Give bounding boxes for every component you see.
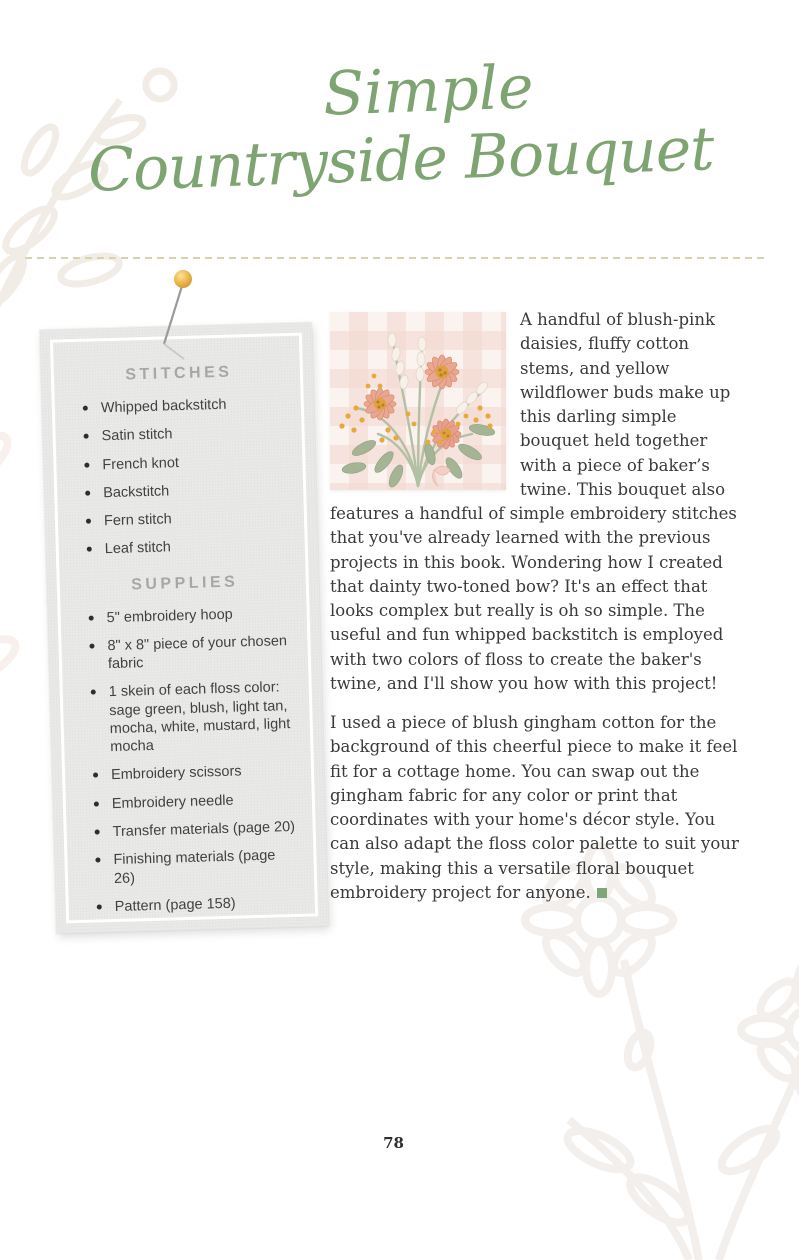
supply-list-item: Embroidery scissors [85,761,295,785]
stitches-heading: STITCHES [125,363,233,384]
stitches-list [75,394,289,559]
supply-list-item: 5" embroidery hoop [80,604,290,628]
stitch-list-item: Whipped backstitch [75,394,285,418]
stitch-list-item: Backstitch [77,479,287,503]
article-body [330,308,744,905]
stitch-list-item: Fern stitch [78,507,288,531]
dashed-divider [25,257,767,259]
materials-card-frame [50,333,318,924]
supply-list-item: 1 skein of each floss color: sage green, blush, light tan, mocha, white, mustard, light mocha [83,678,295,757]
chapter-title [0,48,799,204]
article-paragraph-2: I used a piece of blush gingham cotton for the background of this cheerful piece to make it feel fit for a cottage home. You can swap out the gingham fabric for any color or print that coordinates with your home's décor style. You can also adapt the floss color palette to suit your style, making this a versatile floral bouquet embroidery project for anyone. [330,713,739,902]
page-number: 78 [383,1134,404,1152]
stitch-list-item: Leaf stitch [79,535,289,559]
stitch-list-item: Satin stitch [75,422,285,446]
chapter-title-line1: Simple [321,52,535,130]
supplies-list [80,604,299,917]
sewing-pin-icon [140,262,220,372]
supply-list-item: Finishing materials (page 26) [87,846,298,888]
supply-list-item: Transfer materials (page 20) [86,818,296,842]
supply-list-item: Embroidery needle [86,790,296,814]
stitch-list-item: French knot [76,451,286,475]
supply-list-item: 8" x 8" piece of your chosen fabric [81,632,292,674]
chapter-title-line2: Countryside Bouquet [86,114,715,206]
embroidered-bouquet-photo [330,312,506,490]
supply-list-item: Pattern (page 158) [89,893,299,917]
materials-card [40,322,329,933]
end-of-article-square-icon [597,888,607,898]
article-paragraph-1: A handful of blush-pink daisies, fluffy cotton stems, and yellow wildflower buds make up this darling simple bouquet held together with a piece of baker’s twine. This bouquet also features a handful of simple embroidery stitches that you've already learned with the previous projects in this book. Wondering how I created that dainty two-toned bow? It's an effect that looks complex but really is oh so simple. The useful and fun whipped backstitch is employed with two colors of floss to create the baker's twine, and I'll show you how with this project! [330,310,737,693]
supplies-heading: SUPPLIES [130,573,239,594]
